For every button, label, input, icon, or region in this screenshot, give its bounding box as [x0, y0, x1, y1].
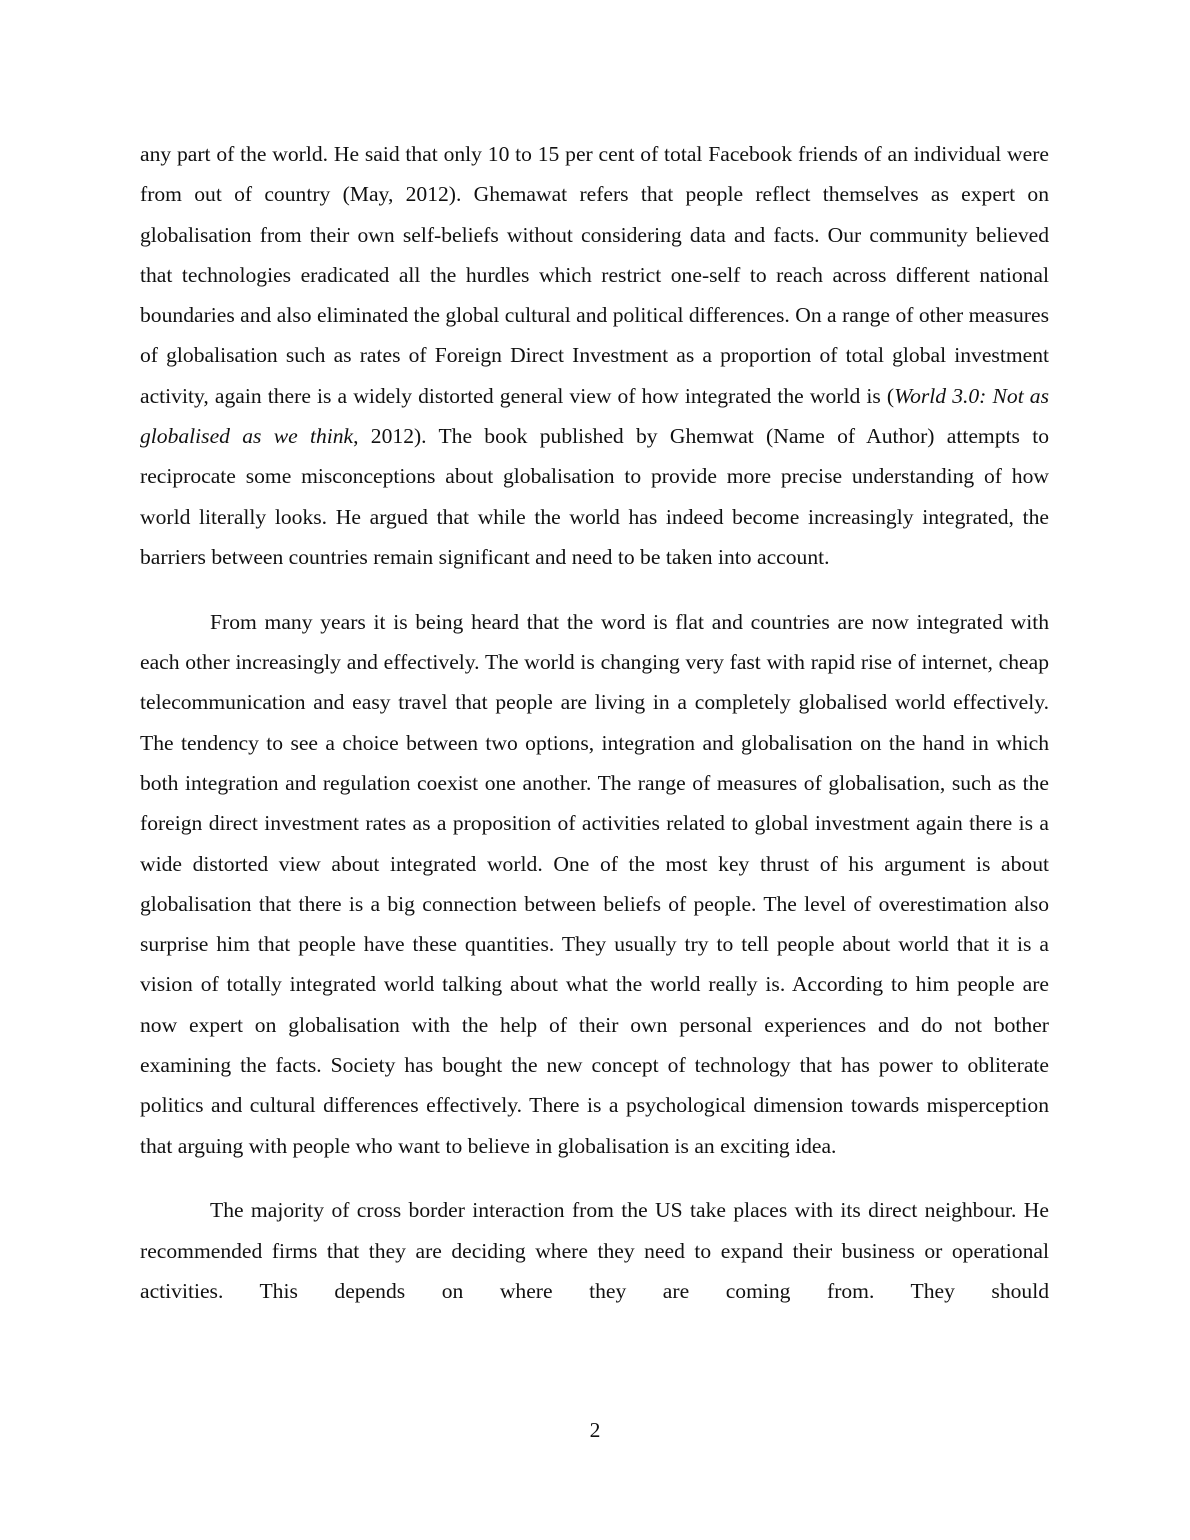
paragraph-3: The majority of cross border interaction from the US take places with its direct neighbour. He recommended firms that they are deciding where they need to expand their business or operational activities. This depends on where they are coming from. They should: [140, 1198, 1049, 1304]
paragraph-1: [140, 134, 1049, 577]
body-text: [140, 134, 1049, 1311]
paragraph-1-text-start: any part of the world. He said that only 10 to 15 per cent of total Facebook friends of an individual were from out of country (May, 2012). Ghemawat refers that people reflect themselves as expert on globalisation from their own self-beliefs without considering data and facts. Our community believed that technologies eradicated all the hurdles which restrict one-self to reach across different national boundaries and also eliminated the global cultural and political differences. On a range of other measures of globalisation such as rates of Foreign Direct Investment as a proportion of total global investment activity, again there is a widely distorted general view of how integrated the world is (: [140, 142, 1049, 408]
paragraph-1-text-end: , 2012). The book published by Ghemwat (Name of Author) attempts to reciprocate some misconceptions about globalisation to provide more precise understanding of how world literally looks. He argued that while the world has indeed become increasingly integrated, the barriers between countries remain significant and need to be taken into account.: [140, 424, 1049, 569]
page-number: 2: [589, 1418, 601, 1442]
cited-title: World 3.0: Not as globalised as we think: [140, 383, 1050, 449]
paragraph-2: From many years it is being heard that the word is flat and countries are now integrated with each other increasingly and effectively. The world is changing very fast with rapid rise of internet, cheap telecommunication and easy travel that people are living in a completely globalised world effectively. The tendency to see a choice between two options, integration and globalisation on the hand in which both integration and regulation coexist one another. The range of measures of globalisation, such as the foreign direct investment rates as a proposition of activities related to global investment again there is a wide distorted view about integrated world. One of the most key thrust of his argument is about globalisation that there is a big connection between beliefs of people. The level of overestimation also surprise him that people have these quantities. They usually try to tell people about world that it is a vision of totally integrated world talking about what the world really is. According to him people are now expert on globalisation with the help of their own personal experiences and do not bother examining the facts. Society has bought the new concept of technology that has power to obliterate politics and cultural differences effectively. There is a psychological dimension towards misperception that arguing with people who want to believe in globalisation is an exciting idea.: [140, 609, 1049, 1158]
